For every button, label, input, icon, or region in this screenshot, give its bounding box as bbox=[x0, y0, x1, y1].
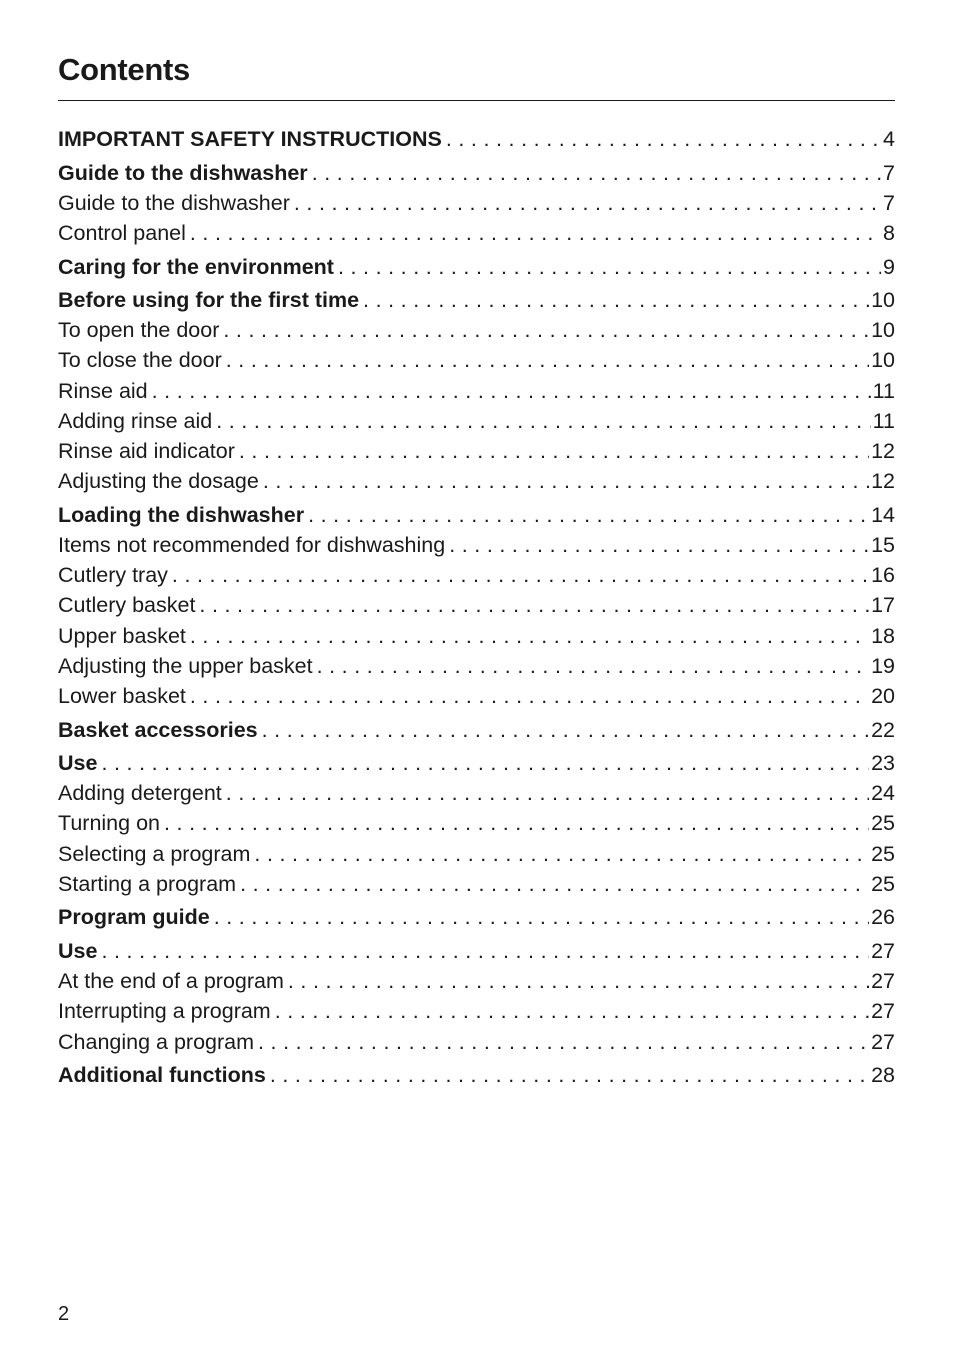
toc-entry-title: Additional functions bbox=[58, 1063, 266, 1088]
toc-entry-page: 27 bbox=[871, 969, 895, 994]
toc-entry-page: 23 bbox=[871, 751, 895, 776]
toc-entry-page: 15 bbox=[871, 533, 895, 557]
toc-entry-title: Adjusting the upper basket bbox=[58, 653, 313, 678]
toc-entry-title: Guide to the dishwasher bbox=[58, 190, 290, 215]
toc-entry-title: Control panel bbox=[58, 220, 186, 245]
toc-entry-page: 17 bbox=[871, 593, 895, 618]
toc-entry-page: 10 bbox=[871, 348, 895, 373]
dot-leader bbox=[254, 1027, 869, 1057]
toc-heading-entry[interactable] bbox=[58, 1060, 895, 1090]
dot-leader bbox=[97, 936, 869, 966]
toc-entry[interactable] bbox=[58, 315, 895, 345]
dot-leader bbox=[284, 966, 869, 996]
dot-leader bbox=[235, 436, 869, 466]
toc-heading-entry[interactable] bbox=[58, 748, 895, 778]
dot-leader bbox=[210, 902, 869, 932]
toc-heading-entry[interactable] bbox=[58, 285, 895, 315]
dot-leader bbox=[148, 376, 871, 406]
table-of-contents bbox=[58, 124, 895, 1090]
toc-heading-entry[interactable] bbox=[58, 902, 895, 932]
toc-entry-page: 12 bbox=[871, 439, 895, 464]
toc-entry-page: 27 bbox=[871, 939, 895, 963]
toc-heading-entry[interactable] bbox=[58, 124, 895, 154]
toc-entry[interactable] bbox=[58, 996, 895, 1026]
toc-entry[interactable] bbox=[58, 218, 895, 248]
toc-entry-title: Rinse aid indicator bbox=[58, 439, 235, 464]
toc-entry[interactable] bbox=[58, 436, 895, 466]
toc-entry-page: 9 bbox=[883, 254, 895, 279]
dot-leader bbox=[442, 124, 881, 154]
toc-entry[interactable] bbox=[58, 345, 895, 375]
dot-leader bbox=[313, 651, 869, 681]
toc-entry-title: Items not recommended for dishwashing bbox=[58, 533, 446, 557]
toc-heading-entry[interactable] bbox=[58, 936, 895, 966]
toc-entry-page: 8 bbox=[883, 220, 895, 245]
toc-entry-page: 10 bbox=[871, 318, 895, 343]
title-divider bbox=[58, 100, 895, 101]
toc-entry-page: 10 bbox=[871, 288, 895, 313]
dot-leader bbox=[212, 406, 870, 436]
toc-entry-title: Use bbox=[58, 939, 98, 963]
toc-entry-page: 25 bbox=[871, 811, 895, 836]
toc-entry-title: Upper basket bbox=[58, 623, 186, 648]
dot-leader bbox=[236, 869, 869, 899]
dot-leader bbox=[219, 315, 869, 345]
dot-leader bbox=[258, 715, 869, 745]
dot-leader bbox=[445, 530, 869, 560]
toc-entry-page: 26 bbox=[871, 905, 895, 930]
toc-entry-page: 14 bbox=[871, 502, 895, 527]
dot-leader bbox=[186, 621, 869, 651]
toc-entry-title: Basket accessories bbox=[58, 717, 258, 742]
toc-heading-entry[interactable] bbox=[58, 715, 895, 745]
toc-entry-page: 25 bbox=[871, 871, 895, 896]
toc-entry-page: 27 bbox=[871, 1029, 895, 1054]
toc-entry-page: 4 bbox=[883, 127, 895, 151]
dot-leader bbox=[266, 1060, 869, 1090]
toc-entry[interactable] bbox=[58, 466, 895, 496]
toc-entry-title: Before using for the first time bbox=[58, 288, 360, 313]
page-title: Contents bbox=[58, 52, 190, 87]
toc-entry-page: 7 bbox=[883, 190, 895, 215]
toc-entry-title: Cutlery tray bbox=[58, 563, 168, 588]
toc-entry-page: 28 bbox=[871, 1063, 895, 1088]
toc-entry-page: 25 bbox=[871, 841, 895, 866]
toc-entry[interactable] bbox=[58, 681, 895, 711]
toc-entry-page: 27 bbox=[871, 999, 895, 1024]
toc-entry[interactable] bbox=[58, 621, 895, 651]
toc-entry[interactable] bbox=[58, 869, 895, 899]
toc-entry-page: 12 bbox=[871, 469, 895, 494]
toc-entry[interactable] bbox=[58, 530, 895, 560]
toc-heading-entry[interactable] bbox=[58, 252, 895, 282]
dot-leader bbox=[304, 500, 869, 530]
toc-entry-page: 18 bbox=[871, 623, 895, 648]
toc-entry-page: 19 bbox=[871, 653, 895, 678]
toc-entry-title: Loading the dishwasher bbox=[58, 502, 305, 527]
toc-entry-title: Adjusting the dosage bbox=[58, 469, 259, 494]
dot-leader bbox=[186, 218, 881, 248]
dot-leader bbox=[97, 748, 869, 778]
toc-entry[interactable] bbox=[58, 188, 895, 218]
toc-entry-title: Adding rinse aid bbox=[58, 408, 213, 433]
dot-leader bbox=[259, 466, 869, 496]
toc-entry[interactable] bbox=[58, 778, 895, 808]
page-number: 2 bbox=[58, 1303, 70, 1325]
dot-leader bbox=[186, 681, 869, 711]
dot-leader bbox=[308, 158, 881, 188]
toc-entry-title: Interrupting a program bbox=[58, 999, 271, 1024]
dot-leader bbox=[160, 808, 869, 838]
toc-entry-page: 16 bbox=[871, 563, 895, 588]
toc-entry-title: Turning on bbox=[58, 811, 160, 836]
toc-entry-title: Adding detergent bbox=[58, 781, 222, 806]
dot-leader bbox=[290, 188, 881, 218]
toc-entry[interactable] bbox=[58, 808, 895, 838]
toc-entry-page: 24 bbox=[871, 781, 895, 806]
dot-leader bbox=[250, 839, 869, 869]
toc-entry-title: To close the door bbox=[58, 348, 222, 373]
toc-entry-title: At the end of a program bbox=[58, 969, 284, 994]
dot-leader bbox=[271, 996, 869, 1026]
toc-entry-title: IMPORTANT SAFETY INSTRUCTIONS bbox=[58, 127, 442, 151]
toc-entry[interactable] bbox=[58, 651, 895, 681]
toc-entry-page: 20 bbox=[871, 683, 895, 708]
toc-entry-title: Selecting a program bbox=[58, 841, 251, 866]
dot-leader bbox=[195, 590, 869, 620]
toc-entry-page: 11 bbox=[872, 378, 895, 403]
toc-entry-title: Changing a program bbox=[58, 1029, 255, 1054]
toc-heading-entry[interactable] bbox=[58, 158, 895, 188]
toc-entry-title: Rinse aid bbox=[58, 378, 148, 403]
toc-entry[interactable] bbox=[58, 560, 895, 590]
toc-entry-title: Use bbox=[58, 751, 98, 776]
toc-entry-title: Lower basket bbox=[58, 683, 186, 708]
toc-entry[interactable] bbox=[58, 590, 895, 620]
toc-entry-title: Program guide bbox=[58, 905, 210, 930]
dot-leader bbox=[359, 285, 869, 315]
dot-leader bbox=[334, 252, 881, 282]
dot-leader bbox=[222, 345, 869, 375]
toc-entry[interactable] bbox=[58, 406, 895, 436]
toc-entry-title: Starting a program bbox=[58, 871, 237, 896]
toc-entry-page: 22 bbox=[871, 717, 895, 742]
toc-entry[interactable] bbox=[58, 376, 895, 406]
dot-leader bbox=[222, 778, 869, 808]
toc-entry[interactable] bbox=[58, 1027, 895, 1057]
toc-entry-page: 11 bbox=[872, 408, 895, 433]
toc-entry-title: Caring for the environment bbox=[58, 254, 334, 279]
toc-entry-title: Guide to the dishwasher bbox=[58, 160, 308, 185]
toc-entry-page: 7 bbox=[883, 160, 895, 185]
toc-entry[interactable] bbox=[58, 966, 895, 996]
toc-entry-title: Cutlery basket bbox=[58, 593, 196, 618]
dot-leader bbox=[168, 560, 869, 590]
toc-heading-entry[interactable] bbox=[58, 500, 895, 530]
toc-entry-title: To open the door bbox=[58, 318, 220, 343]
toc-entry[interactable] bbox=[58, 839, 895, 869]
